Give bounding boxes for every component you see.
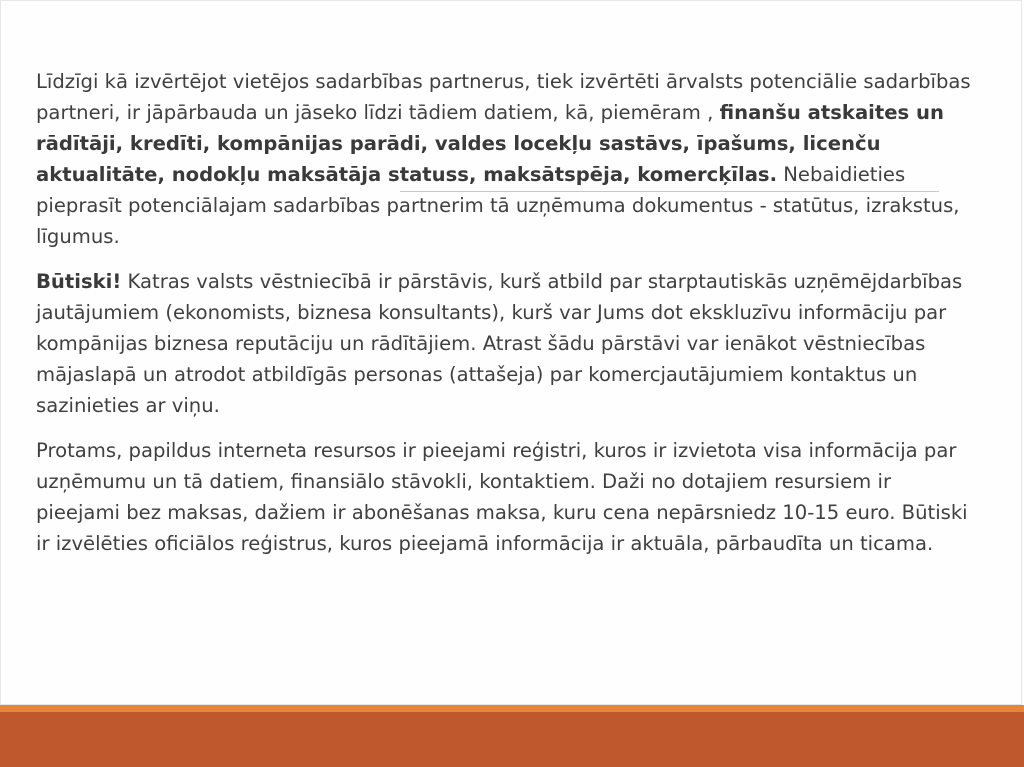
paragraph-2-text: Katras valsts vēstniecībā ir pārstāvis, kurš atbild par starptautiskās uzņēmējdarbības jautājumiem (ekonomists, biznesa konsultants), kurš var Jums dot ekskluzīvu informāciju par kompānijas biznesa reputāciju un rādītājiem. Atrast šādu pārstāvi var ienākot vēstniecības mājaslapā un atrodot atbildīgās personas (attašeja) par komercjautājumiem kontaktus un sazinieties ar viņu.: [36, 270, 963, 417]
paragraph-1-bold-list: finanšu atskaites un rādītāji, kredīti, kompānijas parādi, valdes locekļu sastāvs, īpašums, licenču aktualitāte, nodokļu maksātāja statuss, maksātspēja, komercķīlas.: [36, 101, 944, 186]
slide-body: [36, 66, 976, 573]
paragraph-3-text: Protams, papildus interneta resursos ir pieejami reģistri, kuros ir izvietota visa informācija par uzņēmumu un tā datiem, finansiālo stāvokli, kontaktiem. Daži no dotajiem resursiem ir pieejami bez maksas, dažiem ir abonēšanas maksa, kuru cena nepārsniedz 10-15 euro. Būtiski ir izvēlēties oficiālos reģistrus, kuros pieejamā informācija ir aktuāla, pārbaudīta un ticama.: [36, 439, 968, 555]
footer-bar: [0, 712, 1024, 767]
paragraph-1-text-start: Līdzīgi kā izvērtējot vietējos sadarbības partnerus, tiek izvērtēti ārvalsts potenciālie sadarbības partneri, ir jāpārbauda un jāseko līdzi tādiem datiem, kā, piemēram ,: [36, 70, 971, 124]
footer-accent-stripe: [0, 705, 1024, 712]
paragraph-2-bold-lead: Būtiski!: [36, 270, 122, 293]
paragraph-3: [36, 435, 976, 559]
paragraph-1: [36, 66, 976, 252]
paragraph-1-text-end: Nebaidieties pieprasīt potenciālajam sadarbības partnerim tā uzņēmuma dokumentus - statūtus, izrakstus, līgumus.: [36, 163, 960, 248]
paragraph-2: [36, 266, 976, 421]
